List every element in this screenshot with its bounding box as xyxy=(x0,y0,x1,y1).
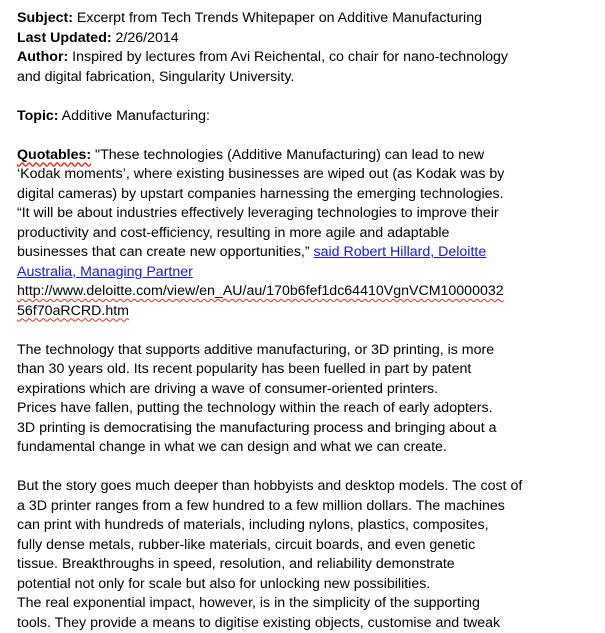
paragraph-line: Prices have fallen, putting the technology within the reach of early adopters. xyxy=(17,399,599,419)
subject-line xyxy=(17,9,599,29)
author-line xyxy=(17,48,599,68)
paragraph-line: tools. They provide a means to digitise existing objects, customise and tweak xyxy=(17,614,599,633)
paragraph-line: 3D printing is democratising the manufacturing process and bringing about a xyxy=(17,419,599,439)
source-link-continued[interactable]: Australia, Managing Partner xyxy=(17,264,193,280)
source-url-line-2: 56f70aRCRD.htm xyxy=(17,303,129,319)
topic-line xyxy=(17,107,599,127)
last-updated-line xyxy=(17,29,599,49)
paragraph-line: The real exponential impact, however, is in the simplicity of the supporting xyxy=(17,594,599,614)
last-updated-value: 2/26/2014 xyxy=(112,30,179,46)
quotables-label: Quotables: xyxy=(17,147,91,163)
topic-value: Additive Manufacturing: xyxy=(59,108,210,124)
quote-text: digital cameras) by upstart companies harnessing the emerging technologies. xyxy=(17,185,599,205)
quote-last-line xyxy=(17,243,599,263)
paragraph-line: can print with hundreds of materials, including nylons, plastics, composites, xyxy=(17,516,599,536)
paragraph-line: fully dense metals, rubber-like materials, circuit boards, and even genetic xyxy=(17,536,599,556)
quote-text: productivity and cost-efficiency, resulting in more agile and adaptable xyxy=(17,224,599,244)
paragraph-1 xyxy=(17,341,599,458)
quote-text: “It will be about industries effectively leveraging technologies to improve their xyxy=(17,204,599,224)
spacer xyxy=(17,87,599,107)
source-url-line-1: http://www.deloitte.com/view/en_AU/au/170b6fef1dc64410VgnVCM10000032 xyxy=(17,283,504,299)
spacer xyxy=(17,458,599,478)
subject-value: Excerpt from Tech Trends Whitepaper on Additive Manufacturing xyxy=(73,10,482,26)
spacer xyxy=(17,126,599,146)
topic-label: Topic: xyxy=(17,108,59,124)
paragraph-line: a 3D printer ranges from a few hundred to a few million dollars. The machines xyxy=(17,497,599,517)
quotables-section xyxy=(17,146,599,322)
source-link[interactable]: said Robert Hillard, Deloitte xyxy=(314,244,487,260)
source-url-continued xyxy=(17,302,599,322)
paragraph-line: potential not only for scale but also for unlocking new possibilities. xyxy=(17,575,599,595)
author-value-line-2: and digital fabrication, Singularity University. xyxy=(17,68,599,88)
spacer xyxy=(17,321,599,341)
paragraph-2 xyxy=(17,477,599,633)
author-label: Author: xyxy=(17,49,68,65)
author-value-line-1: Inspired by lectures from Avi Reichental, co chair for nano-technology xyxy=(68,49,508,65)
quote-text: "These technologies (Additive Manufacturing) can lead to new xyxy=(91,147,484,163)
paragraph-line: But the story goes much deeper than hobbyists and desktop models. The cost of xyxy=(17,477,599,497)
paragraph-line: expirations which are driving a wave of consumer-oriented printers. xyxy=(17,380,599,400)
source-url xyxy=(17,282,599,302)
last-updated-label: Last Updated: xyxy=(17,30,112,46)
quote-text: businesses that can create new opportunities,” xyxy=(17,244,310,260)
paragraph-line: fundamental change in what we can design and what we can create. xyxy=(17,438,599,458)
source-link-line-2 xyxy=(17,263,599,283)
quotables-line-1 xyxy=(17,146,599,166)
paragraph-line: tissue. Breakthroughs in speed, resolution, and reliability demonstrate xyxy=(17,555,599,575)
subject-label: Subject: xyxy=(17,10,73,26)
quote-text: ‘Kodak moments’, where existing businesses are wiped out (as Kodak was by xyxy=(17,165,599,185)
document-page xyxy=(17,9,599,633)
paragraph-line: than 30 years old. Its recent popularity has been fuelled in part by patent xyxy=(17,360,599,380)
paragraph-line: The technology that supports additive manufacturing, or 3D printing, is more xyxy=(17,341,599,361)
